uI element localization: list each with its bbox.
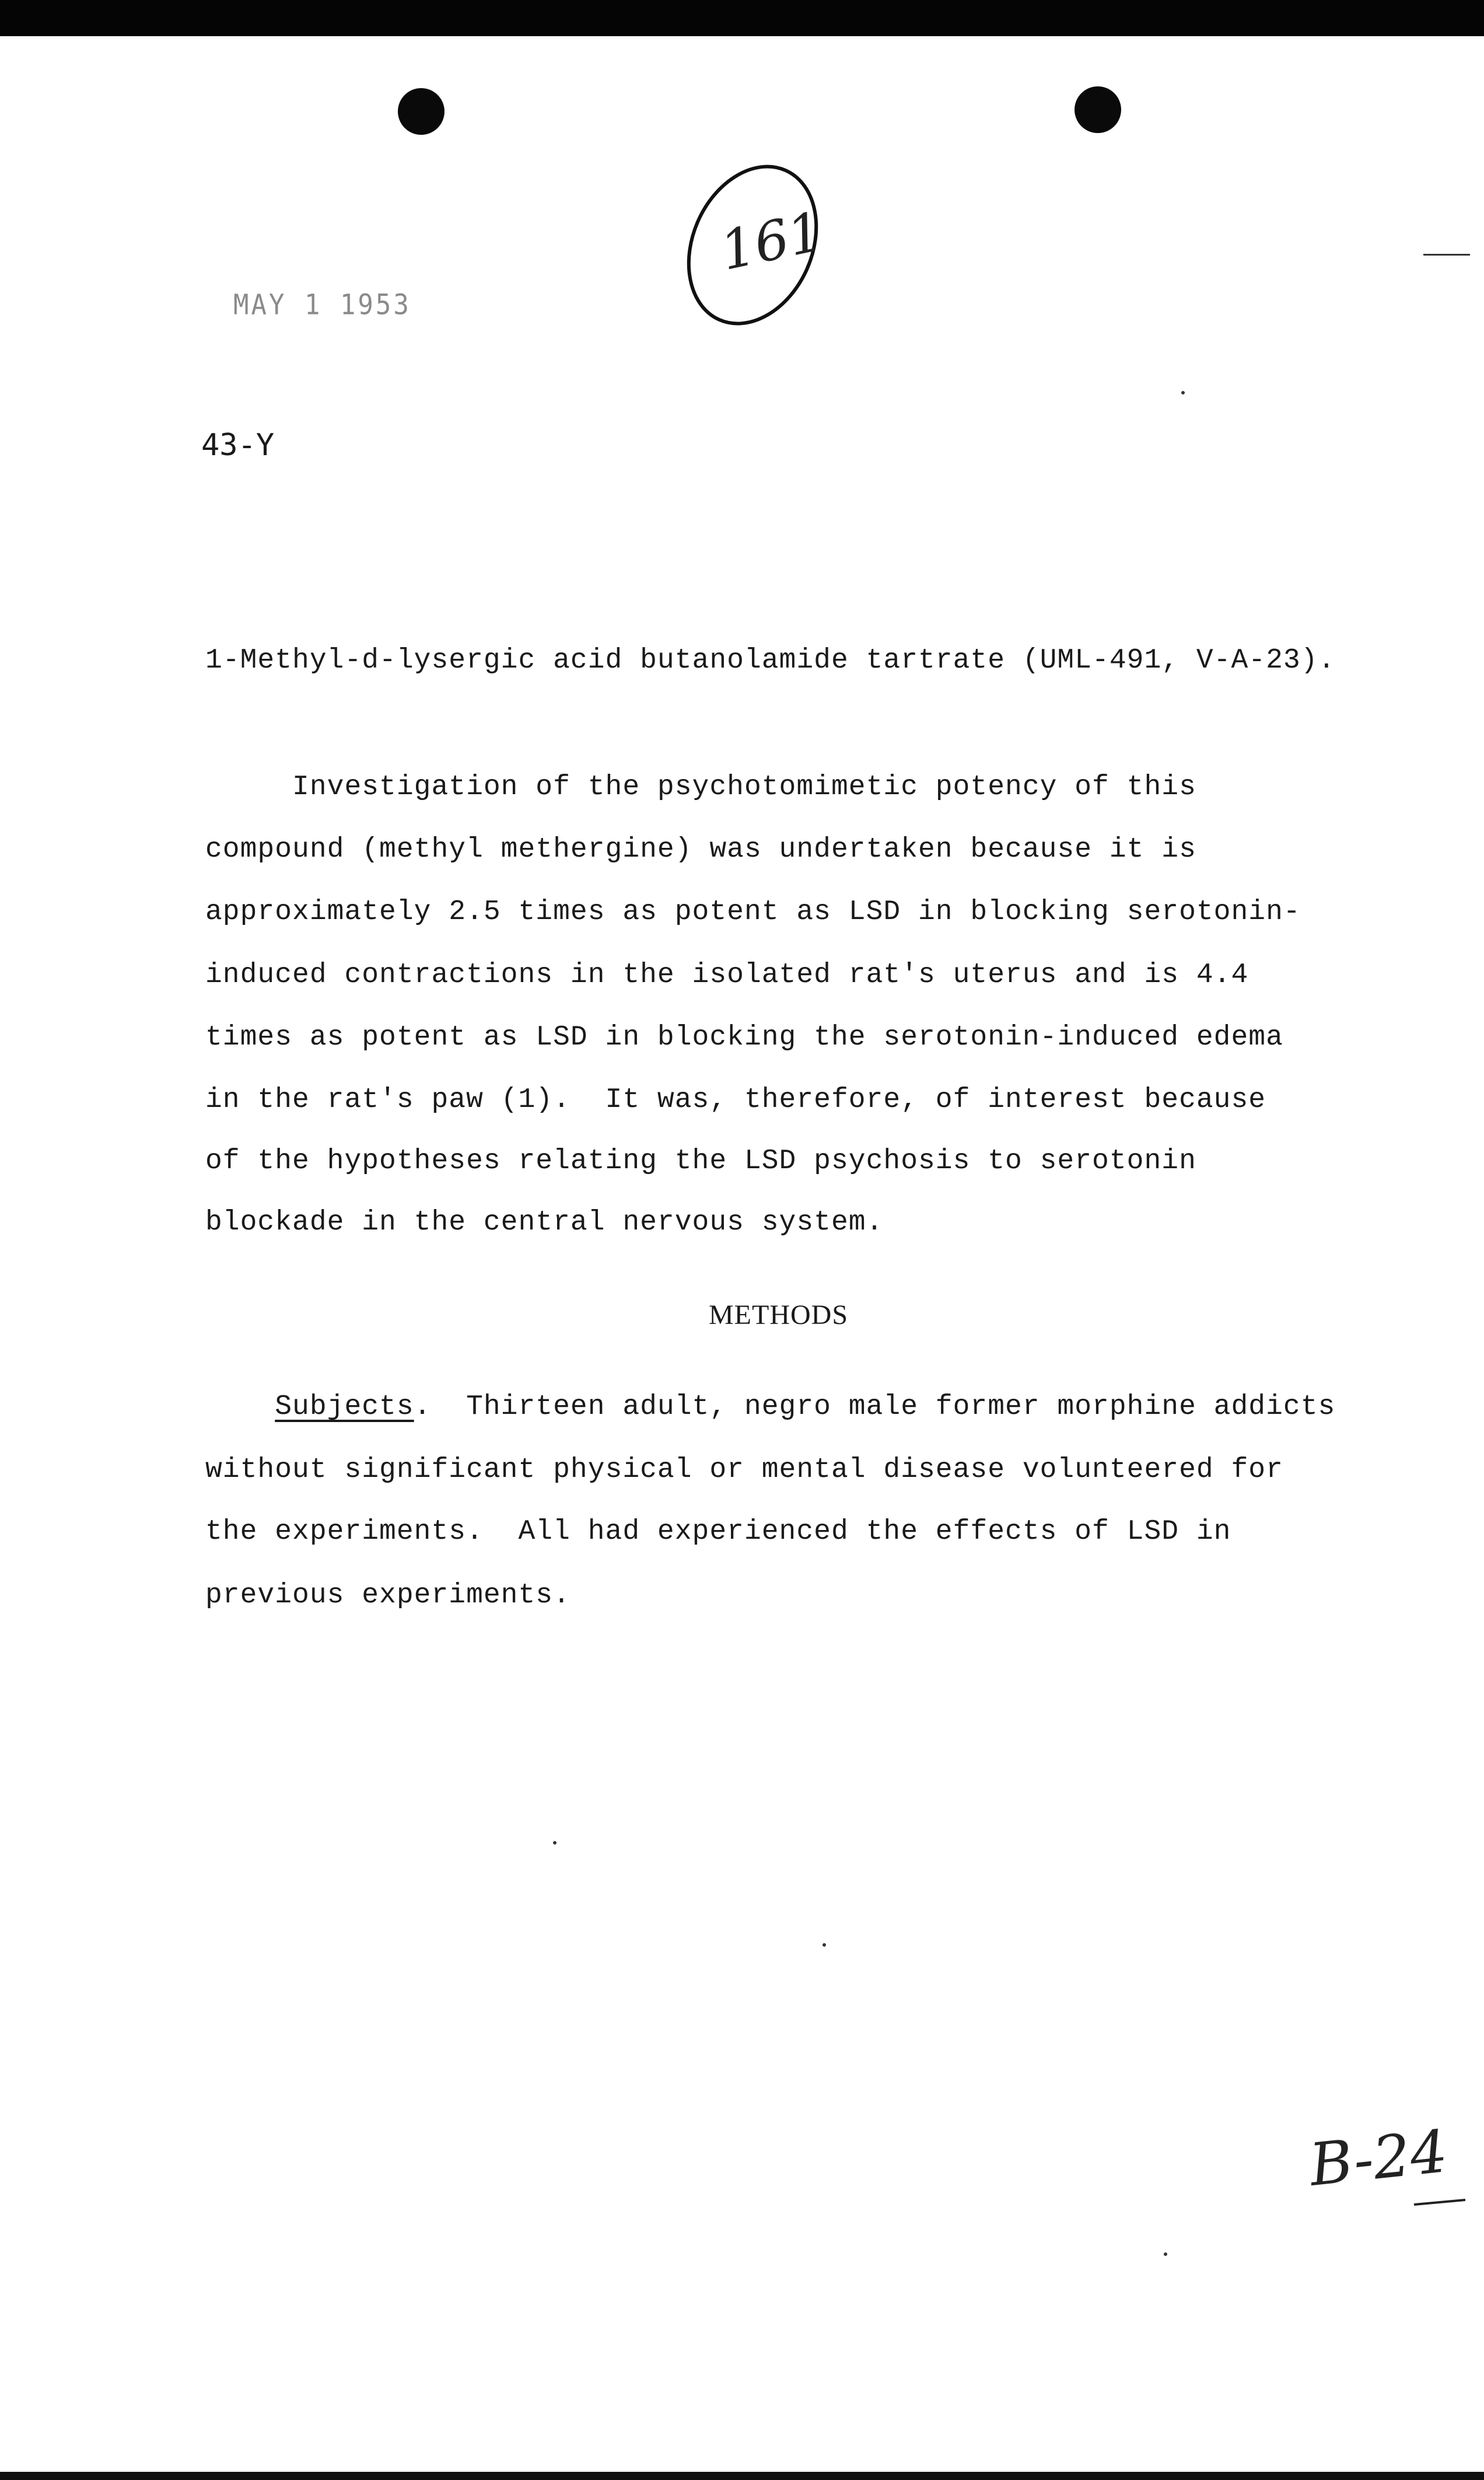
scan-speck bbox=[1423, 254, 1470, 256]
scan-speck bbox=[1164, 2252, 1167, 2256]
methods-heading: METHODS bbox=[709, 1300, 849, 1330]
paragraph-line: previous experiments. bbox=[205, 1580, 570, 1611]
paragraph-line: Investigation of the psychotomimetic potency of this bbox=[205, 771, 1196, 803]
scan-speck bbox=[553, 1841, 556, 1845]
paragraph-line: times as potent as LSD in blocking the serotonin-induced edema bbox=[205, 1022, 1283, 1053]
punch-hole-left bbox=[398, 88, 444, 135]
subjects-label: Subjects bbox=[275, 1391, 414, 1423]
scan-speck bbox=[822, 1943, 826, 1947]
scan-speck bbox=[1181, 391, 1185, 394]
handwritten-corner-mark: B-24 bbox=[1306, 2116, 1451, 2200]
handwritten-page-number: 161 bbox=[715, 200, 828, 283]
paragraph-line: compound (methyl methergine) was undertaken because it is bbox=[205, 834, 1196, 865]
subjects-text: . Thirteen adult, negro male former morphine addicts bbox=[414, 1391, 1336, 1423]
paragraph-line: of the hypotheses relating the LSD psychosis to serotonin bbox=[205, 1145, 1196, 1177]
date-stamp: MAY 1 1953 bbox=[233, 288, 411, 322]
paragraph-line: in the rat's paw (1). It was, therefore, of interest because bbox=[205, 1084, 1266, 1116]
scan-bottom-border bbox=[0, 2472, 1484, 2480]
paragraph-line: induced contractions in the isolated rat's uterus and is 4.4 bbox=[205, 959, 1249, 991]
paragraph-line bbox=[205, 1391, 1335, 1423]
paragraph-line: without significant physical or mental disease volunteered for bbox=[205, 1454, 1283, 1486]
paragraph-line: approximately 2.5 times as potent as LSD in blocking serotonin- bbox=[205, 896, 1301, 928]
paragraph-line: the experiments. All had experienced the effects of LSD in bbox=[205, 1516, 1231, 1548]
punch-hole-right bbox=[1074, 86, 1121, 133]
scan-top-border bbox=[0, 0, 1484, 36]
folio-number: 43-Y bbox=[201, 428, 275, 463]
handwritten-underline bbox=[1412, 2194, 1470, 2212]
paragraph-line: blockade in the central nervous system. bbox=[205, 1207, 884, 1238]
document-title: 1-Methyl-d-lysergic acid butanolamide tartrate (UML-491, V-A-23). bbox=[205, 645, 1336, 676]
